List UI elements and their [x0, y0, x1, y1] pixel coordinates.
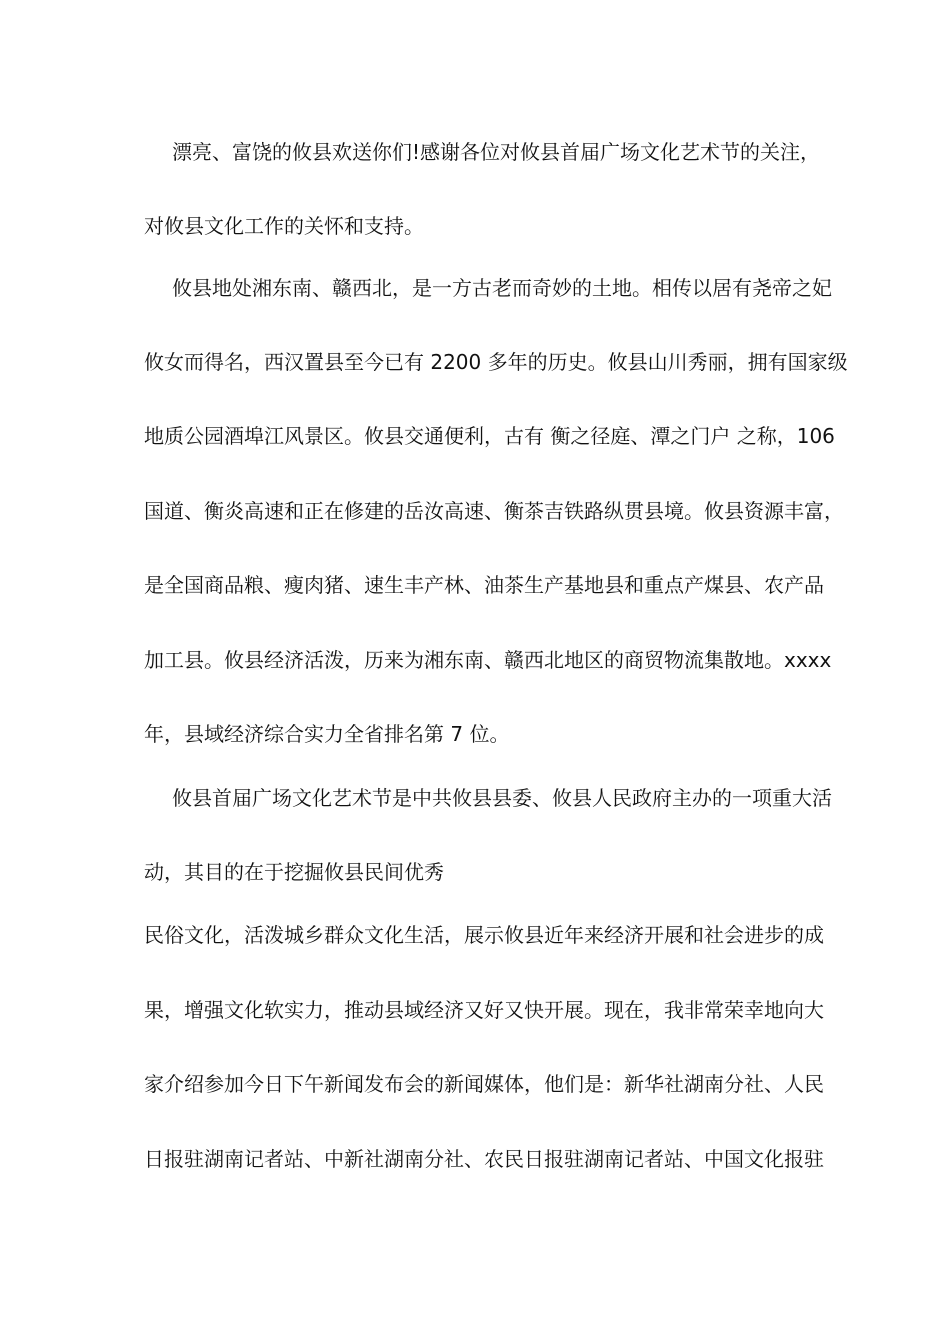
paragraph-3-line-2: 动，其目的在于挖掘攸县民间优秀	[144, 860, 444, 884]
paragraph-1-line-2: 对攸县文化工作的关怀和支持。	[144, 214, 424, 238]
paragraph-3-line-6: 日报驻湖南记者站、中新社湖南分社、农民日报驻湖南记者站、中国文化报驻	[144, 1147, 824, 1171]
paragraph-2-line-5: 是全国商品粮、瘦肉猪、速生丰产林、油茶生产基地县和重点产煤县、农产品	[144, 573, 824, 597]
paragraph-2-line-1: 攸县地处湘东南、赣西北，是一方古老而奇妙的土地。相传以居有尧帝之妃	[172, 276, 832, 300]
paragraph-1-line-1: 漂亮、富饶的攸县欢送你们!感谢各位对攸县首届广场文化艺术节的关注，	[172, 140, 821, 164]
paragraph-3-line-5: 家介绍参加今日下午新闻发布会的新闻媒体，他们是：新华社湖南分社、人民	[144, 1072, 824, 1096]
paragraph-2-line-6: 加工县。攸县经济活泼，历来为湘东南、赣西北地区的商贸物流集散地。xxxx	[144, 648, 832, 672]
paragraph-3-line-1: 攸县首届广场文化艺术节是中共攸县县委、攸县人民政府主办的一项重大活	[172, 786, 832, 810]
paragraph-3-line-4: 果，增强文化软实力，推动县域经济又好又快开展。现在，我非常荣幸地向大	[144, 998, 824, 1022]
paragraph-2-line-3: 地质公园酒埠江风景区。攸县交通便利，古有 衡之径庭、潭之门户 之称，106	[144, 424, 835, 448]
paragraph-2-line-2: 攸女而得名，西汉置县至今已有 2200 多年的历史。攸县山川秀丽，拥有国家级	[144, 350, 848, 374]
paragraph-2-line-4: 国道、衡炎高速和正在修建的岳汝高速、衡茶吉铁路纵贯县境。攸县资源丰富，	[144, 499, 844, 523]
paragraph-2-line-7: 年，县域经济综合实力全省排名第 7 位。	[144, 722, 510, 746]
paragraph-3-line-3: 民俗文化，活泼城乡群众文化生活，展示攸县近年来经济开展和社会进步的成	[144, 923, 824, 947]
